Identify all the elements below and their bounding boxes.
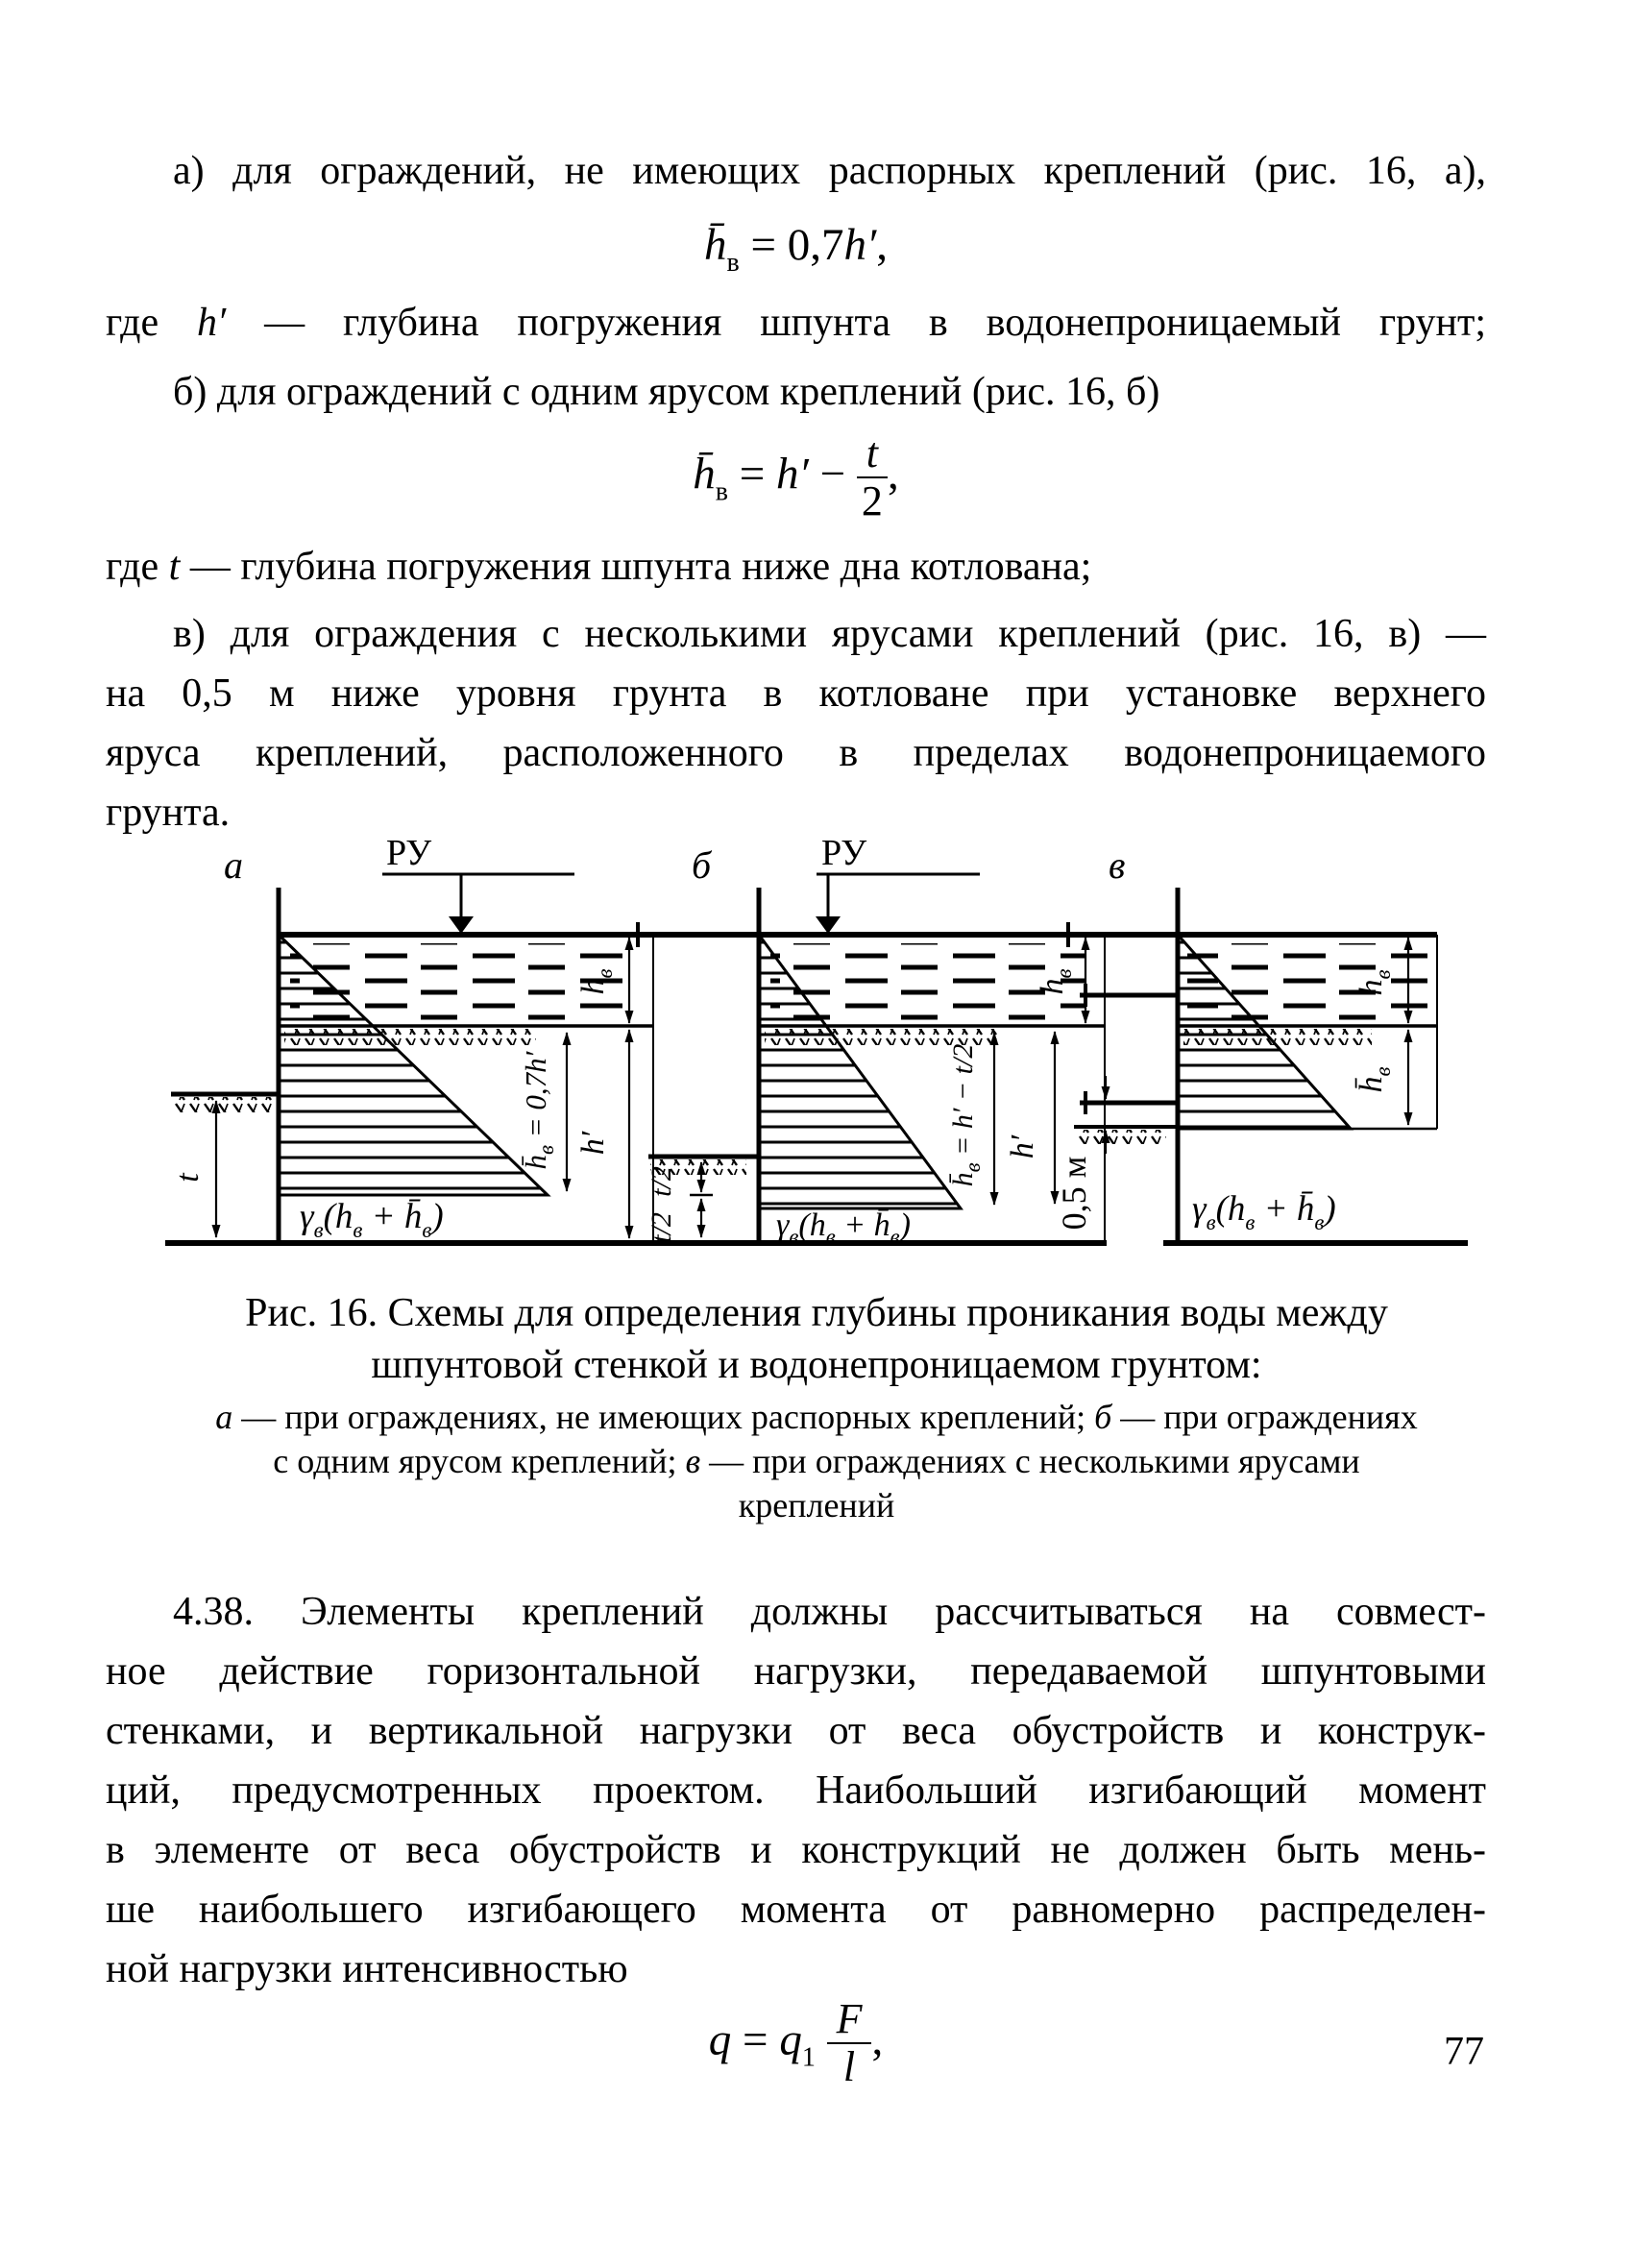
equals-coeff: = 0,7	[739, 220, 844, 270]
figure-panel-v	[1055, 843, 1468, 1243]
where-h-rest: — глубина погружения шпунта в водонепроницаемый грунт;	[226, 301, 1486, 345]
hbar-dimension-label: $h̄_в = h' - t/2$	[947, 1043, 985, 1187]
t-half-upper-label: t/2	[646, 1166, 677, 1197]
legend-a-text: — при ограждениях, не имеющих распорных креплений;	[232, 1398, 1095, 1436]
legend-b-text-2: с одним ярусом креплений;	[273, 1442, 686, 1480]
pit-ground	[171, 1094, 279, 1112]
max-pressure-label: $\gamma_в(h_в$ + $h̄_в$)	[300, 1197, 444, 1242]
equals-sign: =	[727, 449, 776, 500]
caption-line-1: Рис. 16. Схемы для определения глубины проникания воды между	[245, 1291, 1388, 1335]
item-a-line: а) для ограждений, не имеющих распорных креплений (рис. 16, а),	[173, 149, 1486, 193]
design-water-level-marker	[382, 833, 574, 934]
where-word: где	[106, 545, 169, 589]
t-over-2-fraction	[857, 430, 888, 524]
where-t-rest: — глубина погружения шпунта ниже дна котлована;	[180, 545, 1092, 589]
fraction-numerator: t	[857, 430, 888, 478]
figure-caption	[163, 1287, 1470, 1391]
t-var: t	[168, 545, 181, 589]
panel-a-tag: а	[224, 843, 243, 887]
t-dimension-label: t	[170, 1173, 206, 1183]
fraction-denominator: 2	[861, 476, 883, 524]
legend-v-text: — при ограждениях с несколькими ярусами	[700, 1442, 1360, 1480]
legend-v-text-2: креплений	[738, 1486, 895, 1524]
hbar-subscript: в	[715, 476, 728, 507]
panel-b-tag: б	[692, 843, 712, 887]
legend-b-text: — при ограждениях	[1111, 1398, 1418, 1436]
h-prime-dimension-label: h′	[1005, 1134, 1040, 1159]
legend-line-3	[144, 1483, 1489, 1527]
hvbar-dimension-label: $h̄_в$	[1354, 1066, 1395, 1093]
design-water-level-marker	[816, 833, 980, 934]
hbar-subscript: в	[726, 248, 740, 278]
h-prime-var: h′	[197, 301, 227, 345]
page-number: 77	[1444, 2030, 1484, 2074]
legend-a-marker: а	[215, 1398, 233, 1436]
legend-line-1	[144, 1395, 1489, 1439]
hv-dimension-label: $h_в$	[1035, 968, 1076, 995]
legend-line-2	[144, 1439, 1489, 1483]
item-b-line: б) для ограждений с одним ярусом креплений (рис. 16, б)	[173, 370, 1160, 414]
h-prime-dimension-label: h′	[575, 1131, 611, 1156]
caption-line-2: шпунтовой стенкой и водонепроницаемом грунтом:	[371, 1343, 1262, 1387]
q1-symbol: q	[779, 2014, 802, 2065]
figure-panel-b	[632, 833, 1107, 1249]
legend-b-marker: б	[1094, 1398, 1112, 1436]
figure-legend	[144, 1395, 1489, 1527]
fraction-denominator: l	[842, 2042, 856, 2090]
comma: ,	[876, 220, 889, 270]
where-t-line	[106, 538, 1486, 596]
formula-hv-minus-t2	[106, 430, 1486, 524]
item-v-line-1: в) для ограждения с несколькими ярусами креплений (рис. 16, в) —	[173, 612, 1486, 656]
hbar-symbol: h̄	[693, 449, 716, 500]
water-level-label: РУ	[821, 833, 867, 873]
pit-ground	[1074, 1127, 1178, 1144]
anchor-tie-middle	[1080, 984, 1178, 1007]
q-symbol: q	[708, 2014, 732, 2065]
h-prime: h′	[843, 220, 877, 270]
max-pressure-label: $\gamma_в(h_в$ + $h̄_в$)	[776, 1207, 911, 1249]
t-half-lower-label: t/2	[646, 1212, 677, 1243]
formula-q	[106, 1996, 1486, 2089]
para-438-line-1: 4.38. Элементы креплений должны рассчитываться на совмест-	[173, 1590, 1486, 1634]
F-over-l-fraction	[827, 1996, 872, 2089]
hv-dimension-label: $h_в$	[575, 968, 617, 995]
legend-v-marker: в	[685, 1442, 701, 1480]
h-prime: h′	[775, 449, 809, 500]
water-level-label: РУ	[386, 833, 432, 873]
q1-subscript: 1	[801, 2042, 816, 2073]
para-438-line-2: ное действие горизонтальной нагрузки, передаваемой шпунтовыми	[106, 1649, 1486, 1694]
para-438-line-5: в элементе от веса обустройств и конструкций не должен быть мень-	[106, 1828, 1486, 1872]
item-v-line-4: грунта.	[106, 791, 231, 835]
max-pressure-label: $\gamma_в(h_в$ + $h̄_в$)	[1192, 1189, 1336, 1234]
para-438-line-7: ной нагрузки интенсивностью	[106, 1947, 628, 1991]
half-meter-label: 0,5 м	[1055, 1156, 1093, 1231]
formula-hv-07h	[106, 219, 1486, 279]
item-v-line-3: яруса креплений, расположенного в пределах водонепроницаемого	[106, 731, 1486, 775]
where-word: где	[106, 301, 198, 345]
comma: ,	[888, 449, 899, 500]
item-v-line-2: на 0,5 м ниже уровня грунта в котловане при установке верхнего	[106, 671, 1486, 716]
equals-sign: =	[731, 2014, 780, 2065]
figure-panel-a	[165, 833, 655, 1243]
anchor-tie-bottom	[1080, 1091, 1178, 1114]
figure-16	[144, 824, 1537, 1280]
para-438-line-3: стенками, и вертикальной нагрузки от веса обустройств и конструк-	[106, 1709, 1486, 1753]
hbar-symbol: h̄	[703, 220, 727, 270]
minus-sign: −	[808, 449, 857, 500]
para-438-line-6: ше наибольшего изгибающего момента от равномерно распределен-	[106, 1888, 1486, 1932]
panel-v-tag: в	[1109, 843, 1126, 887]
para-438-line-4: ций, предусмотренных проектом. Наибольший изгибающий момент	[106, 1768, 1486, 1813]
comma: ,	[871, 2014, 884, 2065]
where-h-line	[106, 294, 1486, 352]
fraction-numerator: F	[827, 1996, 872, 2044]
hv-dimension-label: $h_в$	[1354, 969, 1395, 996]
hbar-dimension-label: $h̄_в = 0,7h'$	[519, 1051, 558, 1170]
anchor-tie	[632, 922, 759, 947]
